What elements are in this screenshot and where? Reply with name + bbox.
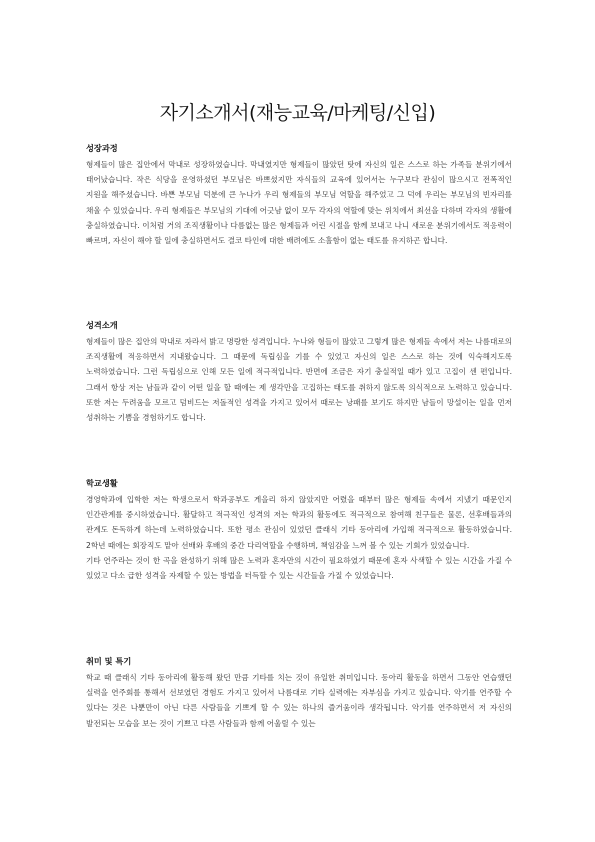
section-heading-personality: 성격소개: [86, 320, 118, 330]
section-school-life: [86, 478, 512, 583]
document-title: 자기소개서(재능교육/마케팅/신입): [159, 102, 436, 124]
section-heading-school-life: 학교생활: [86, 478, 118, 488]
section-paragraph: 형제들이 많은 집안의 막내로 자라서 밝고 명랑한 성격입니다. 누나와 형들이 많았고 그렇게 많은 형제들 속에서 저는 나름대로의 조직생활에 적응하면서 지내왔습니다. 그 때문에 독립심을 기를 수 있었고 자신의 일은 스스로 하는 것에 익숙해지도록 노력하였습니다. 그런 독립심으로 인해 모든 일에 적극적입니다. 반면에 조금은 자기 충실적일 때가 있고 고집이 센 편입니다. 그래서 항상 저는 남들과 같이 어떤 일을 할 때에는 제 생각만을 고집하는 태도를 취하지 않도록 의식적으로 노력하고 있습니다. 또한 저는 두려움을 모르고 덤비드는 저돌적인 성격을 가지고 있어서 때로는 낭패를 보기도 하지만 남들이 망설이는 일을 먼저 성취하는 기쁨을 경험하기도 합니다.: [86, 337, 512, 423]
section-heading-hobby: 취미 및 특기: [86, 656, 132, 666]
section-heading-growth: 성장과정: [86, 143, 118, 153]
section-growth: [86, 143, 512, 248]
section-hobby: [86, 656, 512, 766]
section-paragraph: 학교 때 클래식 기타 동아리에 활동해 왔던 만큼 기타를 치는 것이 유일한 취미입니다. 동아리 활동을 하면서 그동안 연습했던 실력을 연주회를 통해서 선보였던 경험도 가지고 있어서 나름대로 기타 실력에는 자부심을 가지고 있습니다. 악기를 연주할 수 있다는 것은 나뿐만이 아닌 다른 사람들을 기쁘게 할 수 있는 하나의 즐거움이라 생각됩니다. 악기를 연주하면서 저 자신의 발전되는 모습을 보는 것이 기쁘고 다른 사람들과 함께 어울릴 수 있는: [86, 673, 512, 728]
section-personality: [86, 320, 512, 425]
section-paragraph: 경영학과에 입학한 저는 학생으로서 학과공부도 게을리 하지 않았지만 어렸을 때부터 많은 형제들 속에서 지냈기 때문인지 인간관계를 중시하였습니다. 활달하고 적극적인 성격의 저는 학과의 활동에도 적극적으로 참여해 친구들은 물론, 선후배들과의 관계도 돈독하게 하는데 노력하였습니다. 또한 평소 관심이 있었던 클래식 기타 동아리에 가입해 적극적으로 활동하였습니다. 2학년 때에는 회장직도 맡아 선배와 후배의 중간 다리역할을 수행하며, 책임감을 느껴 볼 수 있는 기회가 있었습니다.: [86, 495, 512, 550]
section-paragraph: 기타 연주라는 것이 한 곡을 완성하기 위해 많은 노력과 혼자만의 시간이 필요하였기 때문에 혼자 사색할 수 있는 시간을 가질 수 있었고 다소 급한 성격을 자제할 수 있는 방법을 터득할 수 있는 시간들을 가질 수 있었습니다.: [86, 555, 512, 581]
section-paragraph: 형제들이 많은 집안에서 막내로 성장하였습니다. 막내였지만 형제들이 많았던 탓에 자신의 일은 스스로 하는 가족들 분위기에서 태어났습니다. 작은 식당을 운영하셨던 부모님은 바쁘셨지만 자식들의 교육에 있어서는 누구보다 관심이 많으시고 전폭적인 지원을 해주셨습니다. 바쁜 부모님 덕분에 큰 누나가 우리 형제들의 부모님 역할을 해주었고 그 덕에 우리는 부모님의 빈자리를 채울 수 있었습니다. 우리 형제들은 부모님의 기대에 어긋남 없이 모두 각자의 역할에 맞는 위치에서 최선을 다하며 각자의 생활에 충실하였습니다. 이처럼 거의 조직생활이나 다름없는 많은 형제들과 어린 시절을 함께 보내고 나니 새로운 분위기에서도 적응력이 빠르며, 자신이 해야 할 일에 충실하면서도 결코 타인에 대한 배려에도 소홀함이 없는 태도를 유지하곤 합니다.: [86, 160, 512, 246]
